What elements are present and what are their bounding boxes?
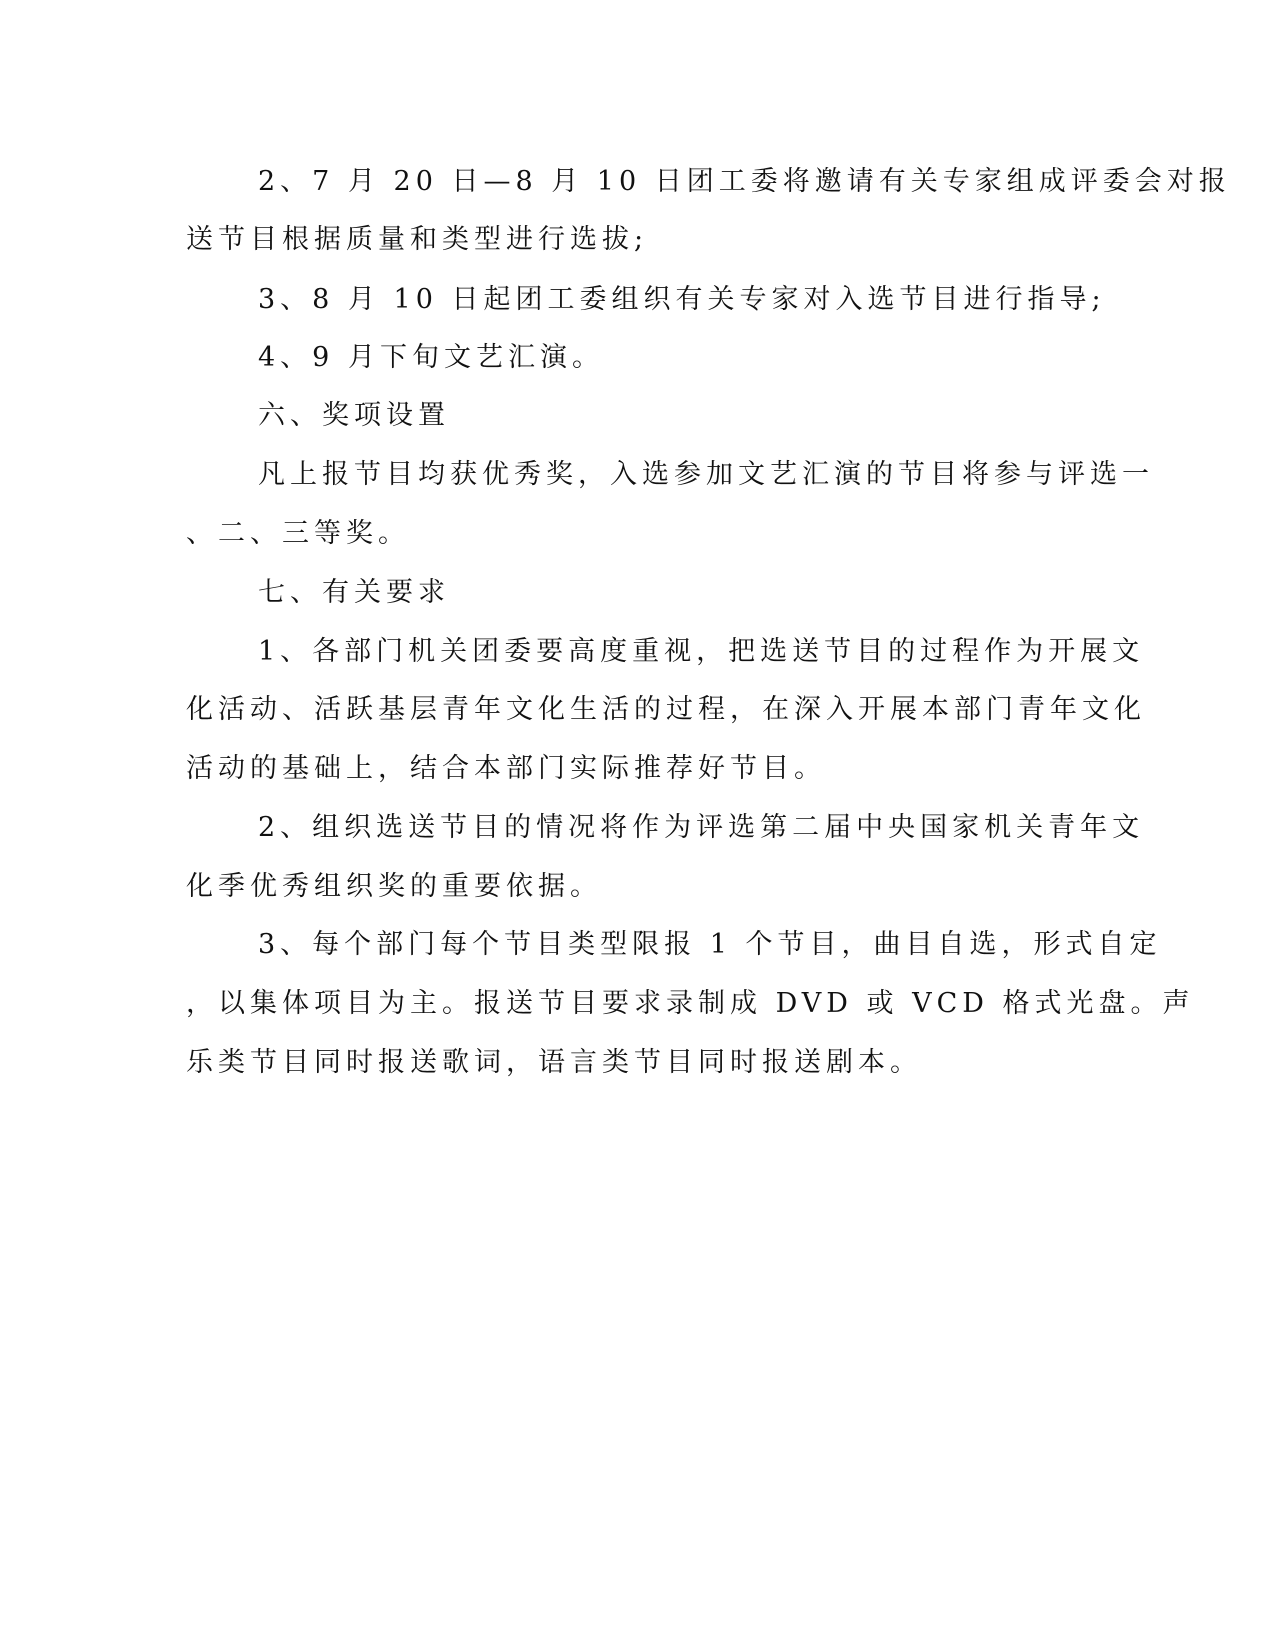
section-heading: 七、有关要求 bbox=[258, 577, 450, 608]
text-line: 凡上报节目均获优秀奖，入选参加文艺汇演的节目将参与评选一 bbox=[258, 459, 1154, 490]
text-line: 2、7 月 20 日—8 月 10 日团工委将邀请有关专家组成评委会对报 bbox=[258, 166, 1231, 197]
text-line: ，以集体项目为主。报送节目要求录制成 DVD 或 VCD 格式光盘。声 bbox=[186, 988, 1195, 1019]
text-line: 乐类节目同时报送歌词，语言类节目同时报送剧本。 bbox=[186, 1047, 922, 1078]
text-line: 4、9 月下旬文艺汇演。 bbox=[258, 342, 604, 373]
text-line: 3、每个部门每个节目类型限报 1 个节目，曲目自选，形式自定 bbox=[258, 929, 1162, 960]
text-line: 、二、三等奖。 bbox=[186, 518, 410, 549]
text-line: 1、各部门机关团委要高度重视，把选送节目的过程作为开展文 bbox=[258, 636, 1145, 667]
text-line: 活动的基础上，结合本部门实际推荐好节目。 bbox=[186, 753, 826, 784]
text-line: 化活动、活跃基层青年文化生活的过程，在深入开展本部门青年文化 bbox=[186, 694, 1146, 725]
text-line: 3、8 月 10 日起团工委组织有关专家对入选节目进行指导; bbox=[258, 284, 1106, 315]
section-heading: 六、奖项设置 bbox=[258, 400, 450, 431]
text-line: 化季优秀组织奖的重要依据。 bbox=[186, 871, 602, 902]
text-line: 2、组织选送节目的情况将作为评选第二届中央国家机关青年文 bbox=[258, 812, 1145, 843]
text-line: 送节目根据质量和类型进行选拔; bbox=[186, 224, 649, 255]
